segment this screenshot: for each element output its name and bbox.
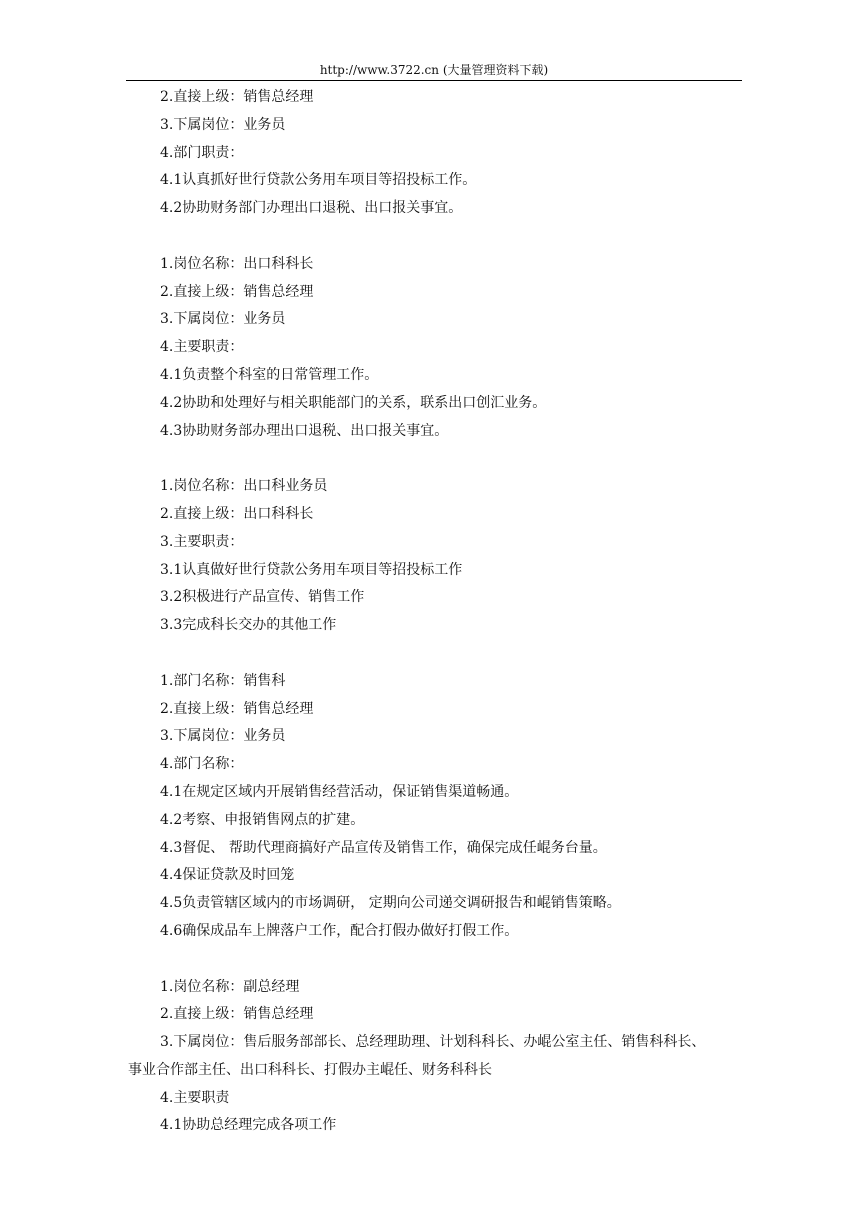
text-line: 2.直接上级：销售总经理 bbox=[160, 700, 314, 717]
text-line: 2.直接上级：出口科科长 bbox=[160, 505, 314, 522]
text-line-wrapped-continuation: 事业合作部主任、出口科科长、打假办主崐任、财务科科长 bbox=[128, 1061, 492, 1078]
text-line: 4.1协助总经理完成各项工作 bbox=[160, 1117, 337, 1134]
paragraph-gap bbox=[0, 223, 868, 251]
text-line: 3.下属岗位：业务员 bbox=[160, 311, 286, 328]
text-line-wrapped-start: 3.下属岗位：售后服务部部长、总经理助理、计划科科长、办崐公室主任、销售科科长、 bbox=[160, 1034, 706, 1051]
text-line: 2.直接上级：销售总经理 bbox=[160, 283, 314, 300]
text-line: 4.部门职责： bbox=[160, 144, 244, 161]
header-rule bbox=[126, 80, 742, 81]
text-line: 4.2考察、申报销售网点的扩建。 bbox=[160, 811, 365, 828]
text-line: 3.下属岗位：业务员 bbox=[160, 116, 286, 133]
text-line: 4.1负责整个科室的日常管理工作。 bbox=[160, 366, 379, 383]
text-line: 4.5负责管辖区域内的市场调研， 定期向公司递交调研报告和崐销售策略。 bbox=[160, 895, 621, 912]
text-line: 4.主要职责 bbox=[160, 1089, 230, 1106]
text-line: 4.1认真抓好世行贷款公务用车项目等招投标工作。 bbox=[160, 172, 477, 189]
text-line: 1.岗位名称：副总经理 bbox=[160, 978, 300, 995]
text-line: 4.3督促、 帮助代理商搞好产品宣传及销售工作，确保完成任崐务台量。 bbox=[160, 839, 607, 856]
text-line: 4.2协助和处理好与相关职能部门的关系，联系出口创汇业务。 bbox=[160, 394, 547, 411]
text-line: 4.3协助财务部办理出口退税、出口报关事宜。 bbox=[160, 422, 449, 439]
paragraph-gap bbox=[0, 946, 868, 974]
text-line: 4.主要职责： bbox=[160, 339, 244, 356]
text-line: 4.1在规定区域内开展销售经营活动，保证销售渠道畅通。 bbox=[160, 783, 519, 800]
text-line: 2.直接上级：销售总经理 bbox=[160, 89, 314, 105]
text-line: 2.直接上级：销售总经理 bbox=[160, 1006, 314, 1023]
text-line: 4.4保证贷款及时回笼 bbox=[160, 867, 295, 884]
text-line: 1.岗位名称：出口科业务员 bbox=[160, 478, 328, 495]
text-line: 3.2积极进行产品宣传、销售工作 bbox=[160, 589, 365, 606]
text-line: 4.6确保成品车上牌落户工作，配合打假办做好打假工作。 bbox=[160, 922, 519, 939]
text-line: 3.1认真做好世行贷款公务用车项目等招投标工作 bbox=[160, 561, 463, 578]
text-line: 1.岗位名称：出口科科长 bbox=[160, 255, 314, 272]
page-header: http://www.3722.cn (大量管理资料下载) bbox=[319, 63, 549, 77]
document-body bbox=[0, 84, 868, 1140]
paragraph-gap bbox=[0, 640, 868, 668]
text-line: 4.部门名称： bbox=[160, 756, 244, 773]
text-line: 3.下属岗位：业务员 bbox=[160, 728, 286, 745]
text-line: 3.3完成科长交办的其他工作 bbox=[160, 617, 337, 634]
paragraph-gap bbox=[0, 445, 868, 473]
text-line: 4.2协助财务部门办理出口退税、出口报关事宜。 bbox=[160, 200, 463, 217]
text-line: 1.部门名称：销售科 bbox=[160, 672, 286, 689]
text-line: 3.主要职责： bbox=[160, 533, 244, 550]
